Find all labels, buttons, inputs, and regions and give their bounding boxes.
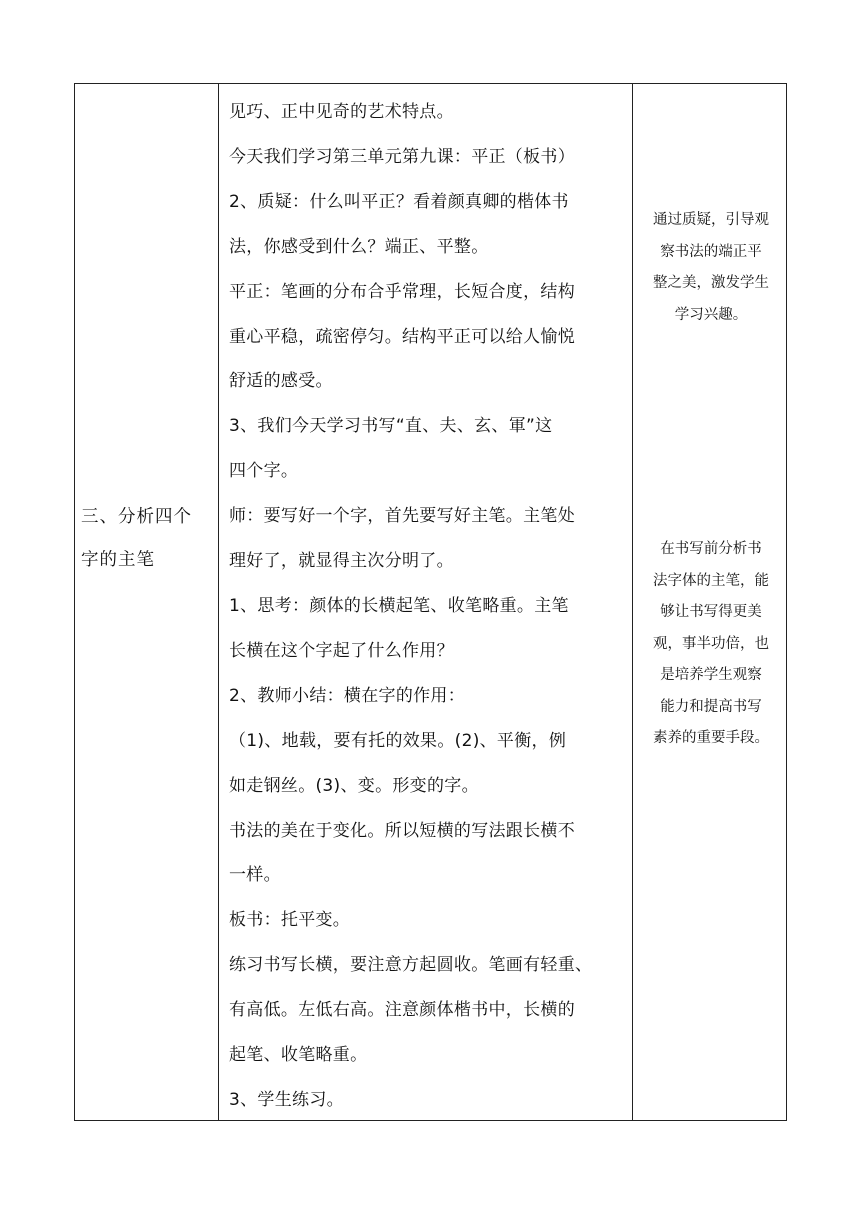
lesson-table (74, 83, 787, 1121)
content-line: 见巧、正中见奇的艺术特点。 (229, 102, 454, 122)
section-title-line: 字的主笔 (81, 550, 155, 570)
teaching-content-cell (229, 90, 629, 1123)
note-line: 够让书写得更美 (660, 604, 762, 620)
note-line: 素养的重要手段。 (653, 730, 769, 746)
content-line: 一样。 (229, 865, 281, 886)
content-line: 理好了，就显得主次分明了。 (229, 551, 454, 572)
content-line: 重心平稳，疏密停匀。结构平正可以给人愉悦 (229, 326, 575, 347)
content-line: 起笔、收笔略重。 (229, 1045, 368, 1066)
content-line: 1、思考：颜体的长横起笔、收笔略重。主笔 (229, 595, 569, 616)
content-line: 长横在这个字起了什么作用？ (229, 640, 454, 661)
note-line: 学习兴趣。 (674, 306, 748, 323)
note-line: 在书写前分析书 (660, 541, 762, 557)
content-line: 四个字。 (229, 461, 299, 482)
content-line: 法，你感受到什么？端正、平整。 (229, 236, 489, 257)
content-line: 如走钢丝。(3)、变。形变的字。 (229, 775, 479, 796)
content-line: 平正：笔画的分布合乎常理，长短合度，结构 (229, 281, 575, 302)
column-divider (632, 84, 633, 1120)
section-title-cell (81, 496, 217, 582)
note-line: 整之美，激发学生 (653, 275, 769, 291)
content-line: （1)、地载，要有托的效果。(2)、平衡，例 (229, 730, 567, 751)
content-line: 练习书写长横，要注意方起圆收。笔画有轻重、 (229, 955, 593, 976)
content-line: 有高低。左低右高。注意颜体楷书中，长横的 (229, 1000, 575, 1021)
note-line: 观，事半功倍，也 (653, 635, 769, 652)
section-title-line: 三、分析四个 (81, 507, 192, 527)
note-line: 通过质疑，引导观 (653, 212, 769, 228)
content-line: 师：要写好一个字，首先要写好主笔。主笔处 (229, 506, 575, 527)
content-line: 板书：托平变。 (229, 910, 351, 931)
content-line: 3、我们今天学习书写“直、夫、玄、軍”这 (229, 416, 553, 437)
column-divider (218, 84, 219, 1120)
content-line: 2、教师小结：横在字的作用： (229, 685, 466, 706)
note-line: 察书法的端正平 (660, 243, 762, 260)
content-line: 书法的美在于变化。所以短横的写法跟长横不 (229, 820, 575, 841)
note-line: 法字体的主笔，能 (653, 572, 769, 589)
content-line: 3、学生练习。 (229, 1089, 344, 1110)
design-intent-note-2 (638, 534, 784, 755)
note-line: 是培养学生观察 (660, 667, 762, 683)
content-line: 今天我们学习第三单元第九课：平正（板书） (229, 146, 575, 167)
design-intent-note-1 (638, 205, 784, 331)
content-line: 舒适的感受。 (229, 371, 333, 392)
content-line: 2、质疑：什么叫平正？看着颜真卿的楷体书 (229, 191, 569, 212)
note-line: 能力和提高书写 (660, 698, 762, 715)
